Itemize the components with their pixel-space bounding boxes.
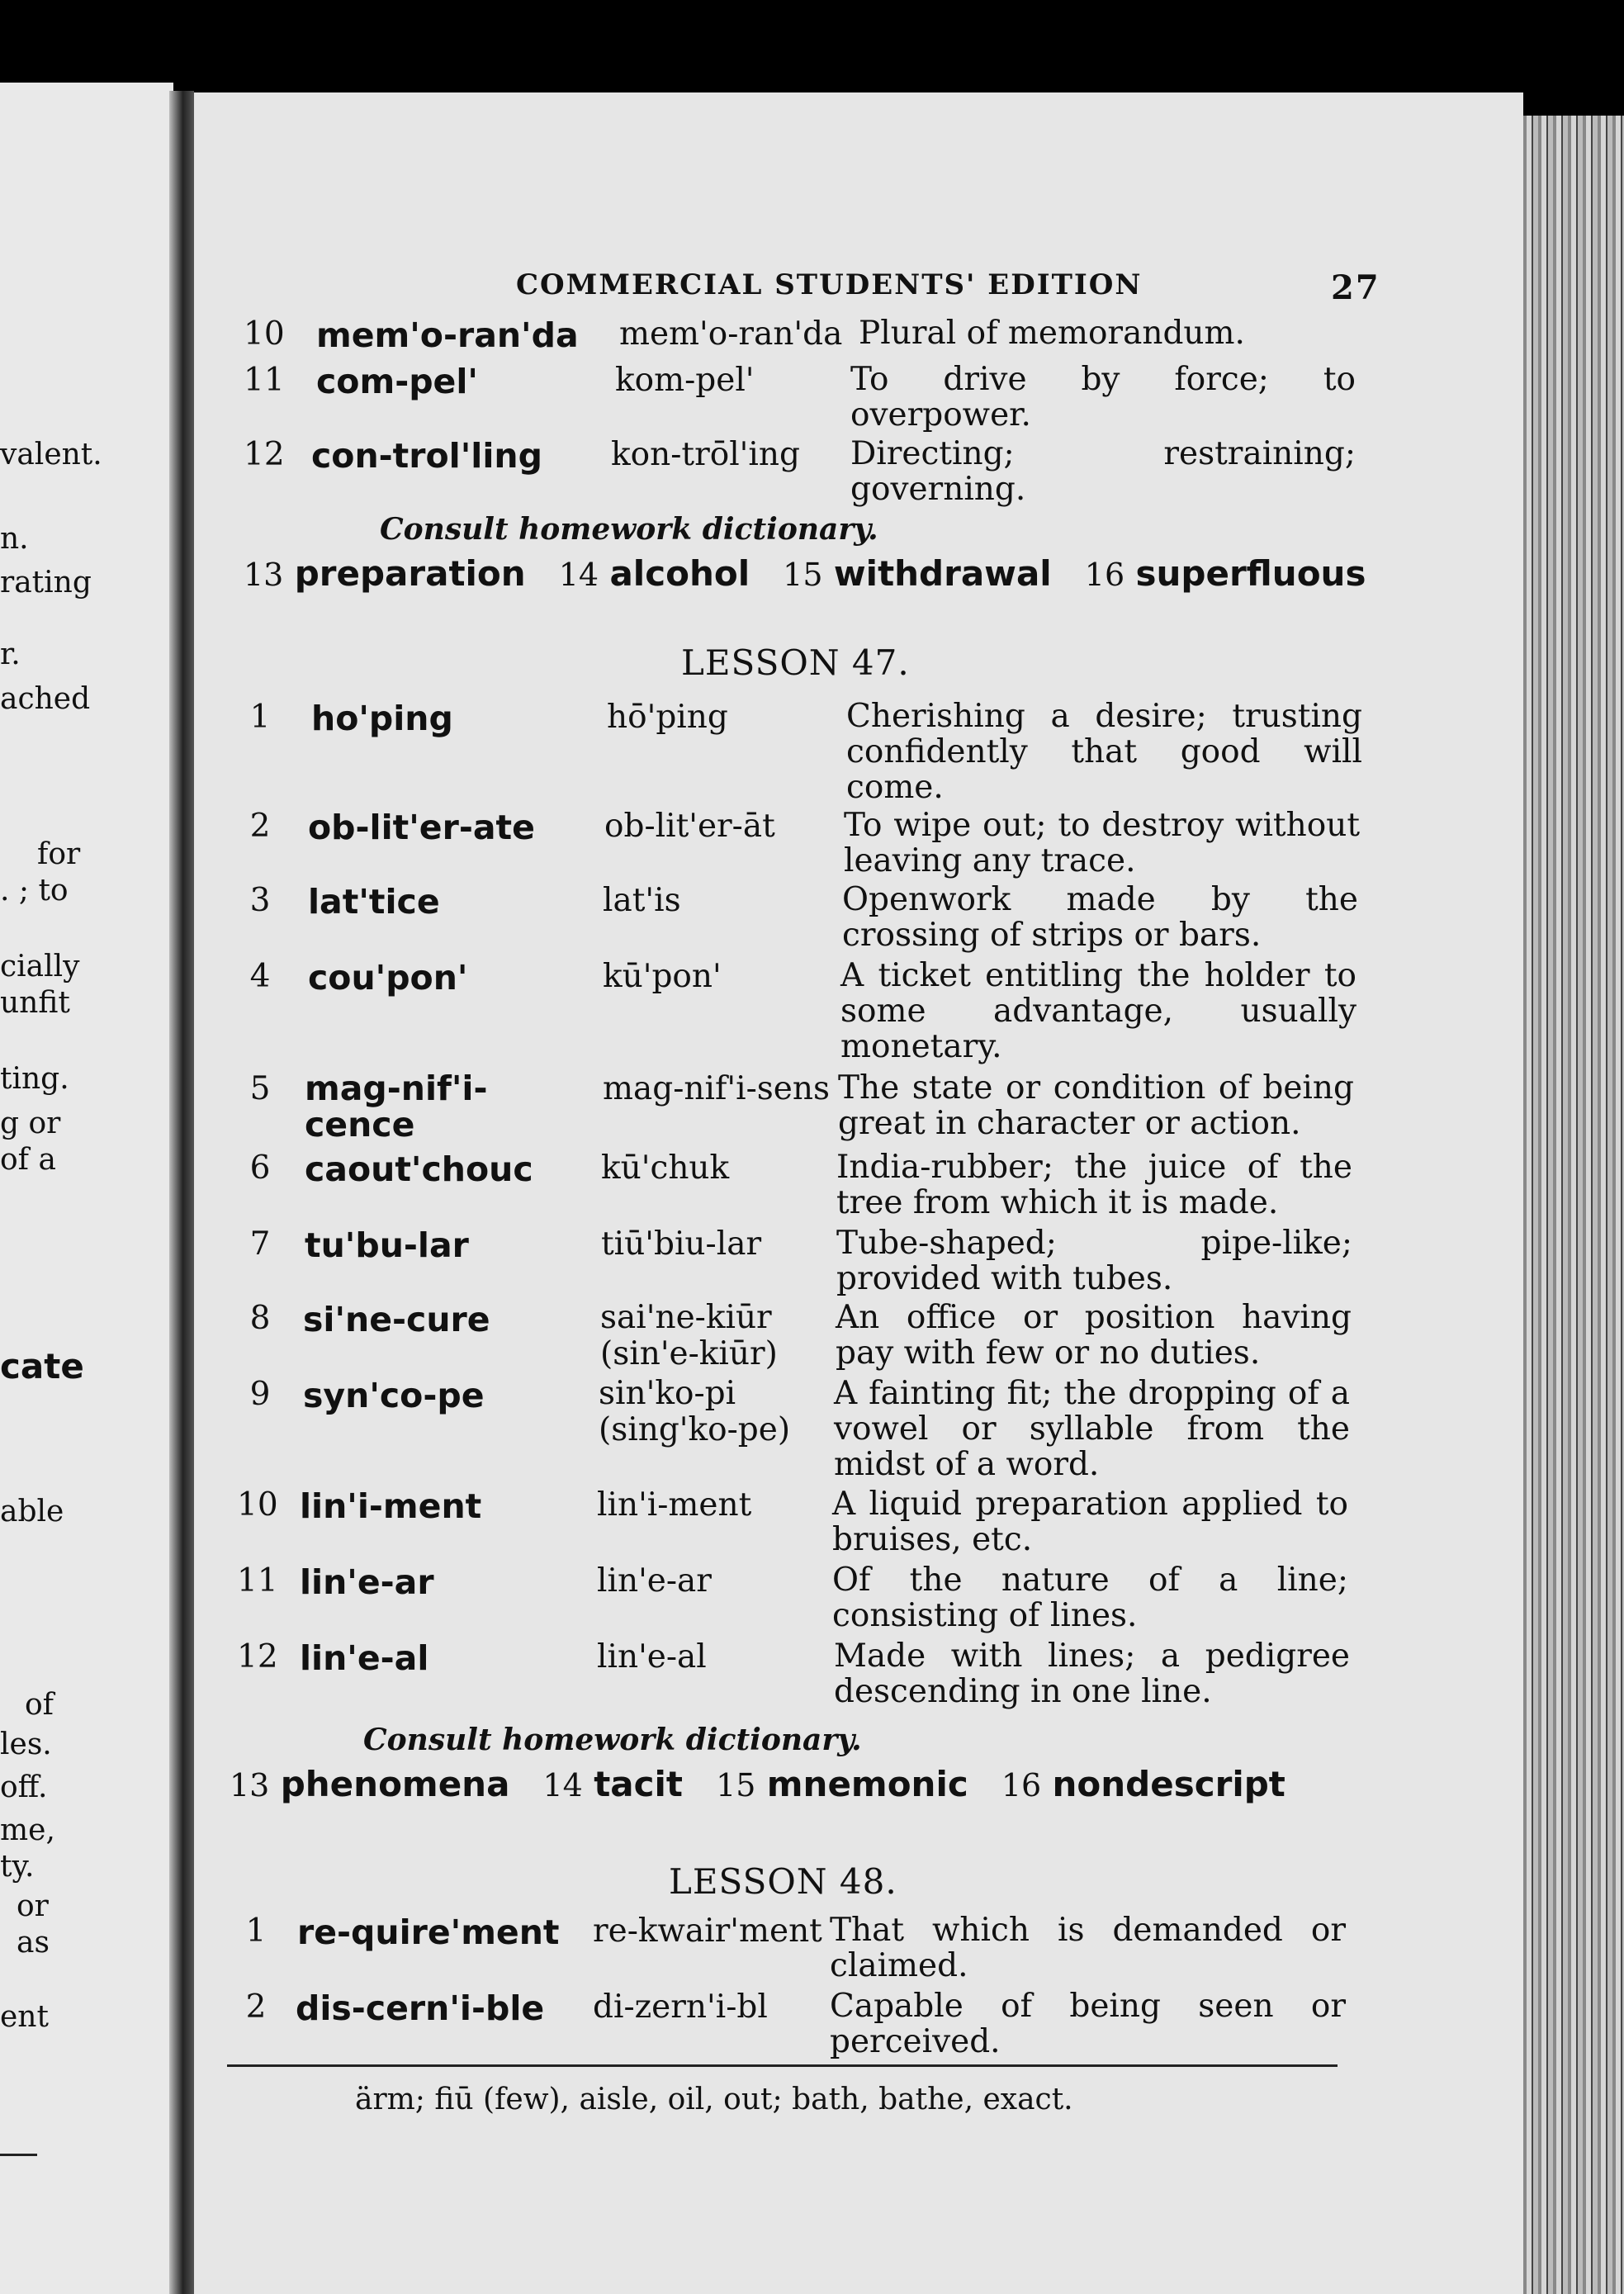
lesson-heading: LESSON 47. (681, 642, 910, 683)
left-fragment: n. (0, 522, 29, 556)
entry-word: lin'i-ment (300, 1486, 482, 1526)
entry-definition: The state or condition of being great in character or action. (838, 1069, 1354, 1142)
extra-number: 16 (1084, 557, 1125, 593)
left-fragment: unfit (0, 986, 70, 1020)
entry-definition: Of the nature of a line; consisting of lines. (832, 1562, 1348, 1634)
entry-word: mag-nif'i-cence (305, 1069, 488, 1145)
entry-number: 5 (249, 1070, 271, 1107)
entry-pronunciation: mem'o-ran'da (619, 315, 843, 353)
page-edges (1523, 116, 1624, 2294)
list-item (244, 1070, 1366, 1146)
extra-number: 14 (542, 1767, 583, 1803)
entry-number: 3 (249, 882, 271, 919)
entry-number: 4 (249, 958, 271, 995)
extra-word: superfluous (1135, 553, 1366, 594)
book-gutter (169, 91, 194, 2294)
left-fragment: as (17, 1926, 50, 1960)
entry-definition: A ticket entitling the holder to some advantage, usually monetary. (840, 957, 1356, 1065)
entry-pronunciation: lin'i-ment (597, 1486, 752, 1524)
entry-definition: To wipe out; to destroy without leaving any trace. (844, 807, 1360, 879)
entry-word: re-quire'ment (297, 1912, 560, 1952)
page-number: 27 (1331, 268, 1380, 307)
left-fragment: les. (0, 1728, 52, 1761)
entry-pronunciation: lat'is (603, 882, 681, 919)
entry-word: ho'ping (311, 699, 453, 738)
extra-word: preparation (294, 553, 526, 594)
entry-word: tu'bu-lar (305, 1225, 469, 1265)
entry-pronunciation: kū'chuk (601, 1149, 730, 1187)
entry-word: con-trol'ling (311, 436, 542, 476)
entry-definition: Capable of being seen or perceived. (830, 1988, 1346, 2060)
entry-definition: A fainting fit; the dropping of a vowel or syllable from the midst of a word. (834, 1375, 1350, 1483)
entry-number: 2 (245, 1988, 267, 2026)
lesson-heading: LESSON 48. (669, 1861, 897, 1902)
left-fragment: rating (0, 566, 92, 600)
left-fragment: cate (0, 1346, 84, 1386)
entry-number: 2 (249, 808, 271, 845)
list-item (237, 1562, 1366, 1637)
list-item (239, 1912, 1362, 1987)
left-fragment: off. (0, 1770, 48, 1804)
entry-number: 1 (249, 699, 271, 736)
list-item (237, 1486, 1366, 1561)
entry-definition: A liquid preparation applied to bruises, etc. (832, 1486, 1348, 1558)
entry-number: 9 (249, 1376, 271, 1413)
list-item (244, 1225, 1366, 1300)
list-item (244, 808, 1366, 882)
entry-word: lat'tice (308, 882, 440, 922)
extra-number: 16 (1001, 1767, 1042, 1803)
list-item (244, 882, 1366, 956)
entry-pronunciation: kon-trōl'ing (611, 436, 800, 473)
list-item (244, 1149, 1366, 1224)
extra-word: nondescript (1052, 1764, 1285, 1804)
entry-word: mem'o-ran'da (316, 315, 579, 355)
entry-definition: Tube-shaped; pipe-like; provided with tubes. (836, 1225, 1352, 1297)
entry-number: 6 (249, 1149, 271, 1187)
left-fragment: me, (0, 1813, 55, 1847)
left-page-edge (0, 83, 173, 2294)
entry-pronunciation: kom-pel' (615, 362, 755, 399)
entry-definition: That which is demanded or claimed. (830, 1912, 1346, 1984)
left-rule (0, 2154, 37, 2156)
entry-word: lin'e-al (300, 1638, 429, 1678)
left-fragment: cially (0, 950, 80, 983)
list-item (244, 315, 1366, 357)
entry-number: 11 (244, 362, 285, 399)
entry-word: lin'e-ar (300, 1562, 434, 1602)
left-fragment: able (0, 1495, 64, 1529)
entry-definition: Cherishing a desire; trusting confidently that good will come. (846, 698, 1362, 806)
dictionary-note: Consult homework dictionary. (380, 512, 878, 547)
entry-definition: Plural of memorandum. (859, 315, 1245, 352)
pronunciation-key: ärm; fiū (few), aisle, oil, out; bath, bathe, exact. (355, 2083, 1073, 2116)
entry-pronunciation: lin'e-al (597, 1638, 707, 1675)
extra-word: tacit (594, 1764, 683, 1804)
left-fragment: ached (0, 682, 91, 716)
entry-word: syn'co-pe (303, 1376, 485, 1415)
extra-word: mnemonic (766, 1764, 968, 1804)
extra-number: 13 (244, 557, 284, 593)
entry-number: 7 (249, 1225, 271, 1263)
extra-words (244, 553, 1366, 594)
entry-definition: Directing; restraining; governing. (850, 435, 1356, 508)
left-fragment: for (37, 837, 81, 871)
left-fragment: . ; to (0, 874, 69, 908)
list-item (239, 1988, 1362, 2063)
extra-word: withdrawal (833, 553, 1052, 594)
dictionary-note: Consult homework dictionary. (363, 1723, 862, 1757)
left-fragment: g or (0, 1107, 61, 1140)
running-title: COMMERCIAL STUDENTS' EDITION (516, 268, 1143, 301)
left-fragment: of (25, 1688, 54, 1722)
entry-word: ob-lit'er-ate (308, 808, 535, 847)
extra-number: 14 (558, 557, 599, 593)
entry-word: caout'chouc (305, 1149, 533, 1189)
entry-pronunciation: kū'pon' (603, 958, 722, 995)
entry-definition: India-rubber; the juice of the tree from which it is made. (836, 1149, 1352, 1221)
footer-rule (227, 2064, 1338, 2067)
entry-pronunciation: re-kwair'ment (593, 1912, 822, 1950)
entry-number: 11 (237, 1562, 278, 1600)
list-item (237, 1638, 1366, 1713)
extra-word: alcohol (609, 553, 750, 594)
list-item (244, 958, 1366, 1065)
entry-pronunciation: sin'ko-pi (sing'ko-pe) (599, 1375, 791, 1448)
entry-definition: To drive by force; to overpower. (850, 361, 1356, 434)
entry-number: 10 (244, 315, 285, 353)
list-item (244, 699, 1366, 806)
entry-word: cou'pon' (308, 958, 468, 998)
entry-pronunciation: di-zern'i-bl (593, 1988, 768, 2026)
list-item (244, 1376, 1366, 1486)
entry-number: 10 (237, 1486, 278, 1524)
left-fragment: or (17, 1889, 49, 1923)
extra-number: 13 (230, 1767, 270, 1803)
extra-number: 15 (783, 557, 823, 593)
entry-number: 12 (237, 1638, 278, 1675)
left-fragment: ty. (0, 1850, 35, 1884)
list-item (244, 1300, 1366, 1376)
entry-definition: Openwork made by the crossing of strips or bars. (842, 881, 1358, 954)
left-fragment: of a (0, 1143, 56, 1177)
left-fragment: r. (0, 637, 21, 671)
list-item (244, 436, 1366, 510)
extra-number: 15 (716, 1767, 756, 1803)
entry-pronunciation: sai'ne-kiūr (sin'e-kiūr) (600, 1299, 778, 1372)
entry-pronunciation: ob-lit'er-āt (604, 808, 775, 845)
entry-pronunciation: tiū'biu-lar (601, 1225, 762, 1263)
entry-number: 12 (244, 436, 285, 473)
entry-pronunciation: lin'e-ar (597, 1562, 712, 1600)
left-fragment: valent. (0, 438, 102, 472)
left-fragment: ent (0, 2000, 49, 2034)
entry-definition: An office or position having pay with few or no duties. (836, 1299, 1352, 1372)
list-item (244, 362, 1366, 436)
entry-word: com-pel' (316, 362, 478, 401)
entry-word: dis-cern'i-ble (296, 1988, 545, 2028)
entry-definition: Made with lines; a pedigree descending in one line. (834, 1638, 1350, 1710)
entry-pronunciation: hō'ping (607, 699, 728, 736)
entry-word: si'ne-cure (303, 1300, 490, 1339)
extra-words (230, 1764, 1285, 1804)
left-fragment: ting. (0, 1062, 69, 1096)
entry-number: 8 (249, 1300, 271, 1337)
entry-number: 1 (245, 1912, 267, 1950)
entry-pronunciation: mag-nif'i-sens (603, 1070, 830, 1107)
extra-word: phenomena (280, 1764, 510, 1804)
